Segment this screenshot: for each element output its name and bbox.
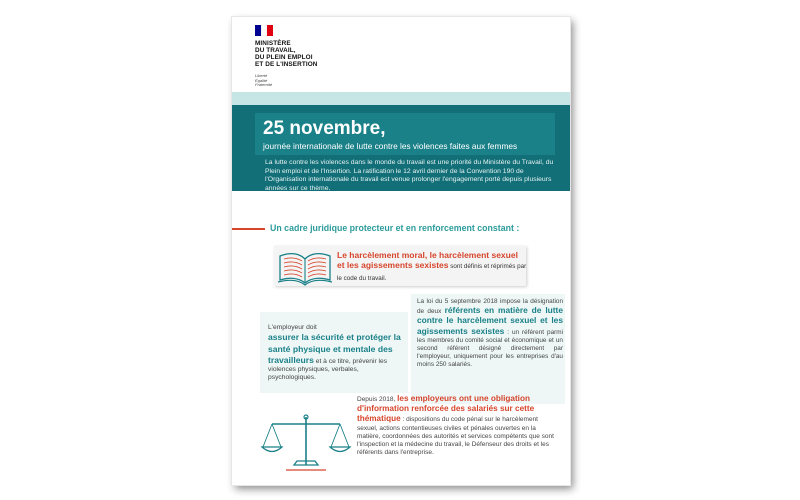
ministry-name-line: MINISTÈRE [255,40,291,47]
harassment-text [337,250,527,284]
open-book-icon [276,249,334,287]
motto-line: Liberté [255,73,268,78]
motto-line: Égalité [255,77,268,83]
employer-rest: et à ce titre, prévenir les violences physiques, verbales, psychologiques. [268,357,388,382]
employer-lead: L'employeur doit [268,324,317,331]
page-subtitle: journée internationale de lutte contre les violences faites aux femmes [263,141,518,151]
information-highlight: les employeurs ont une obligation d'information renforcée des salariés sur cette thématique [357,394,535,424]
ministry-name [255,40,318,68]
law-rest: : un référent parmi les membres du comité social et économique et un second référent désigné directement par l'employeur, uniquement pour les entreprises d'au moins 250 salariés. [417,328,563,369]
information-text [357,394,557,457]
page-title: 25 novembre, [263,118,386,139]
law-lead: La loi du 5 septembre 2018 impose la désignation de deux [417,298,563,316]
scales-of-justice-icon [260,413,352,475]
information-rest: : dispositions du code pénal sur le harcèlement sexuel, actions contentieuses civiles et pénales ouvertes en la matière, coordonnées des autorités et services compétents que sont l'inspection et la médecine du travail, le Défenseur des droits et les référents dans l'entreprise. [357,416,554,457]
ministry-name-line: ET DE L'INSERTION [255,61,318,68]
law-highlight: référents en matière de lutte contre le harcèlement sexuel et les agissements sexistes [417,305,563,336]
french-flag-logo [255,25,273,36]
ministry-name-line: DU TRAVAIL, [255,47,296,54]
flag-red [267,25,273,36]
ministry-name-line: DU PLEIN EMPLOI [255,54,313,61]
republic-motto [255,74,272,88]
document-page [232,17,570,485]
section-accent-line [232,228,265,230]
section-title: Un cadre juridique protecteur et en renforcement constant : [270,223,520,233]
information-lead: Depuis 2018, [357,396,398,403]
harassment-rest: sont définis et réprimés par le code du travail. [337,263,527,282]
motto-line: Fraternité [255,82,273,88]
employer-text [268,324,408,383]
harassment-highlight: Le harcèlement moral, le harcèlement sexuel et les agissements sexistes [337,250,518,270]
law-text [417,298,563,370]
employer-highlight: assurer la sécurité et protéger la santé physique et mentale des travailleurs [268,332,401,365]
intro-paragraph: La lutte contre les violences dans le monde du travail est une priorité du Ministère du Travail, du Plein emploi et de l'Insertion. La ratification le 12 avril dernier de la Convention 190 de l'Organisation internationale du travail est venue prolonger l'engagement porté depuis plusieurs années sur ce thème. [265,159,554,192]
